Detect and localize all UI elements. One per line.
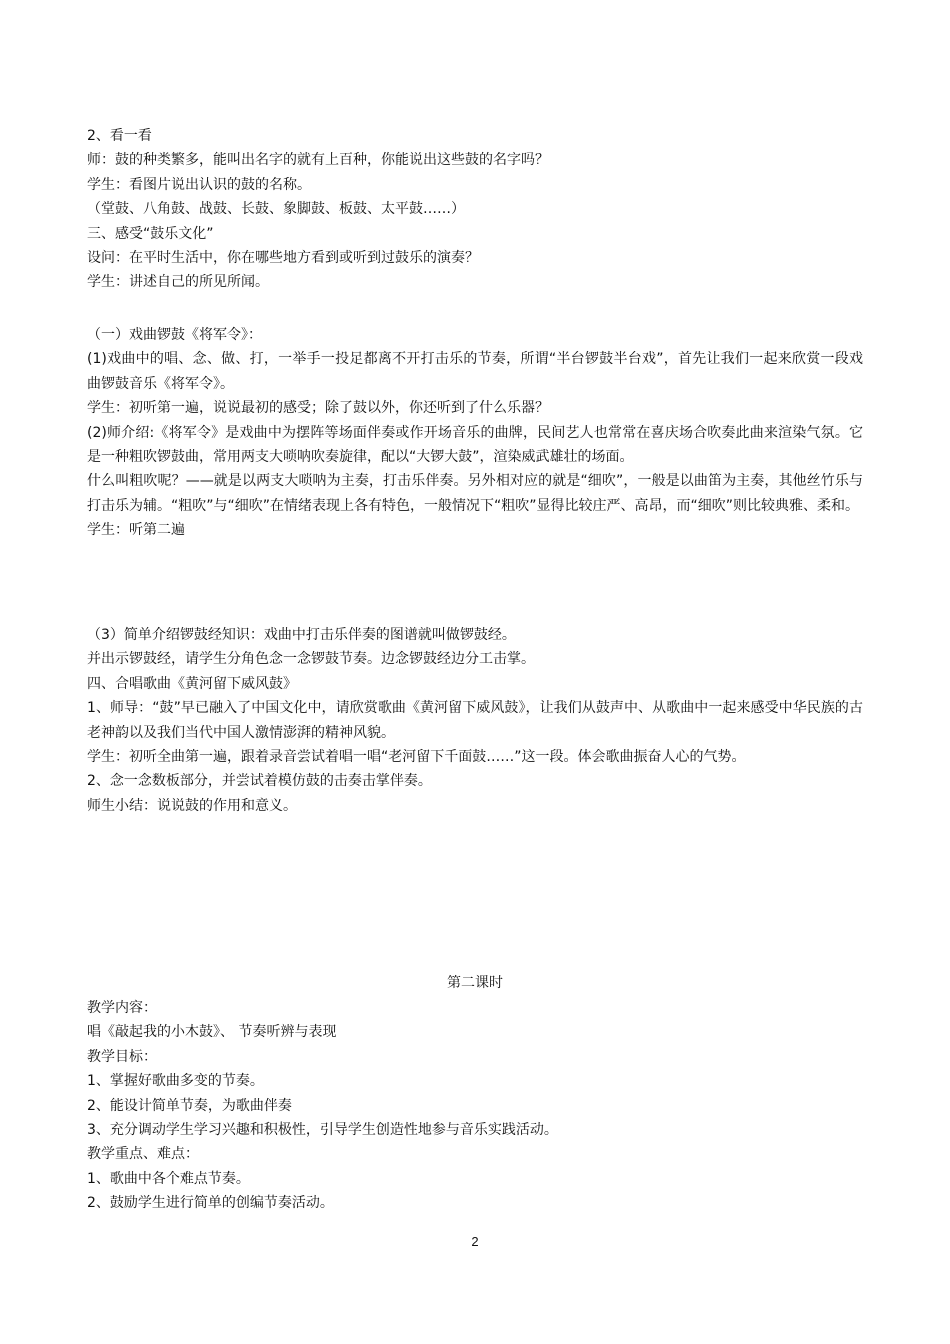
- section-gong-drum-score: [87, 623, 863, 818]
- paragraph: 1、师导：“鼓”早已融入了中国文化中，请欣赏歌曲《黄河留下威风鼓》，让我们从鼓声中、从歌曲中一起来感受中华民族的古老神韵以及我们当代中国人激情澎湃的精神风貌。: [87, 700, 863, 741]
- paragraph: 2、念一念数板部分，并尝试着模仿鼓的击奏击掌伴奏。: [87, 773, 432, 790]
- text-line: 教学重点、难点：: [87, 1146, 199, 1163]
- paragraph: 什么叫粗吹呢？——就是以两支大唢呐为主奏，打击乐伴奏。另外相对应的就是“细吹”，一般是以曲笛为主奏，其他丝竹乐与打击乐为辅。“粗吹”与“细吹”在情绪表现上各有特色，一般情况下“粗吹”显得比较庄严、高昂，而“细吹”则比较典雅、柔和。: [87, 473, 863, 514]
- text-line: 学生：讲述自己的所见所闻。: [87, 274, 269, 291]
- text-line: 设问：在平时生活中，你在哪些地方看到或听到过鼓乐的演奏？: [87, 249, 479, 266]
- text-line: 学生：看图片说出认识的鼓的名称。: [87, 176, 311, 193]
- paragraph: （3）简单介绍锣鼓经知识：戏曲中打击乐伴奏的图谱就叫做锣鼓经。: [87, 627, 516, 643]
- text-line: 3、充分调动学生学习兴趣和积极性，引导学生创造性地参与音乐实践活动。: [87, 1121, 558, 1138]
- paragraph: 学生：初听第一遍，说说最初的感受；除了鼓以外，你还听到了什么乐器？: [87, 400, 549, 417]
- section-opera-drums: [87, 323, 863, 543]
- text-line: 唱《敲起我的小木鼓》、 节奏听辨与表现: [87, 1024, 337, 1041]
- paragraph: 学生：听第二遍: [87, 522, 185, 539]
- text-line: 1、歌曲中各个难点节奏。: [87, 1170, 250, 1187]
- paragraph: 学生：初听全曲第一遍，跟着录音尝试着唱一唱“老河留下千面鼓……”这一段。体会歌曲振奋人心的气势。: [87, 748, 746, 765]
- text-line: 2、看一看: [87, 128, 152, 144]
- section-lesson-two: [87, 996, 863, 1216]
- section-heading: 四、合唱歌曲《黄河留下威风鼓》: [87, 675, 297, 692]
- text-line: 师：鼓的种类繁多，能叫出名字的就有上百种，你能说出这些鼓的名字吗？: [87, 152, 549, 169]
- text-line: 教学内容：: [87, 1000, 157, 1016]
- lesson-title: 第二课时: [447, 975, 503, 991]
- section-heading: （一）戏曲锣鼓《将军令》：: [87, 327, 262, 343]
- text-line: 三、感受“鼓乐文化”: [87, 225, 214, 242]
- text-line: 2、鼓励学生进行简单的创编节奏活动。: [87, 1195, 334, 1212]
- section-look-at-drums: [87, 124, 863, 295]
- paragraph: 并出示锣鼓经，请学生分角色念一念锣鼓节奏。边念锣鼓经边分工击掌。: [87, 651, 535, 668]
- page-number: 2: [471, 1234, 479, 1249]
- text-line: 1、掌握好歌曲多变的节奏。: [87, 1073, 264, 1090]
- text-line: 2、能设计简单节奏，为歌曲伴奏: [87, 1097, 292, 1114]
- paragraph: (2)师介绍:《将军令》是戏曲中为摆阵等场面伴奏或作开场音乐的曲牌，民间艺人也常常在喜庆场合吹奏此曲来渲染气氛。它是一种粗吹锣鼓曲，常用两支大唢呐吹奏旋律，配以“大锣大鼓”，渲染威武雄壮的场面。: [87, 424, 863, 465]
- text-line: （堂鼓、八角鼓、战鼓、长鼓、象脚鼓、板鼓、太平鼓……）: [87, 201, 465, 218]
- paragraph: (1)戏曲中的唱、念、做、打，一举手一投足都离不开打击乐的节奏，所谓“半台锣鼓半台戏”，首先让我们一起来欣赏一段戏曲锣鼓音乐《将军令》。: [87, 351, 863, 392]
- paragraph: 师生小结：说说鼓的作用和意义。: [87, 797, 297, 814]
- text-line: 教学目标：: [87, 1048, 157, 1065]
